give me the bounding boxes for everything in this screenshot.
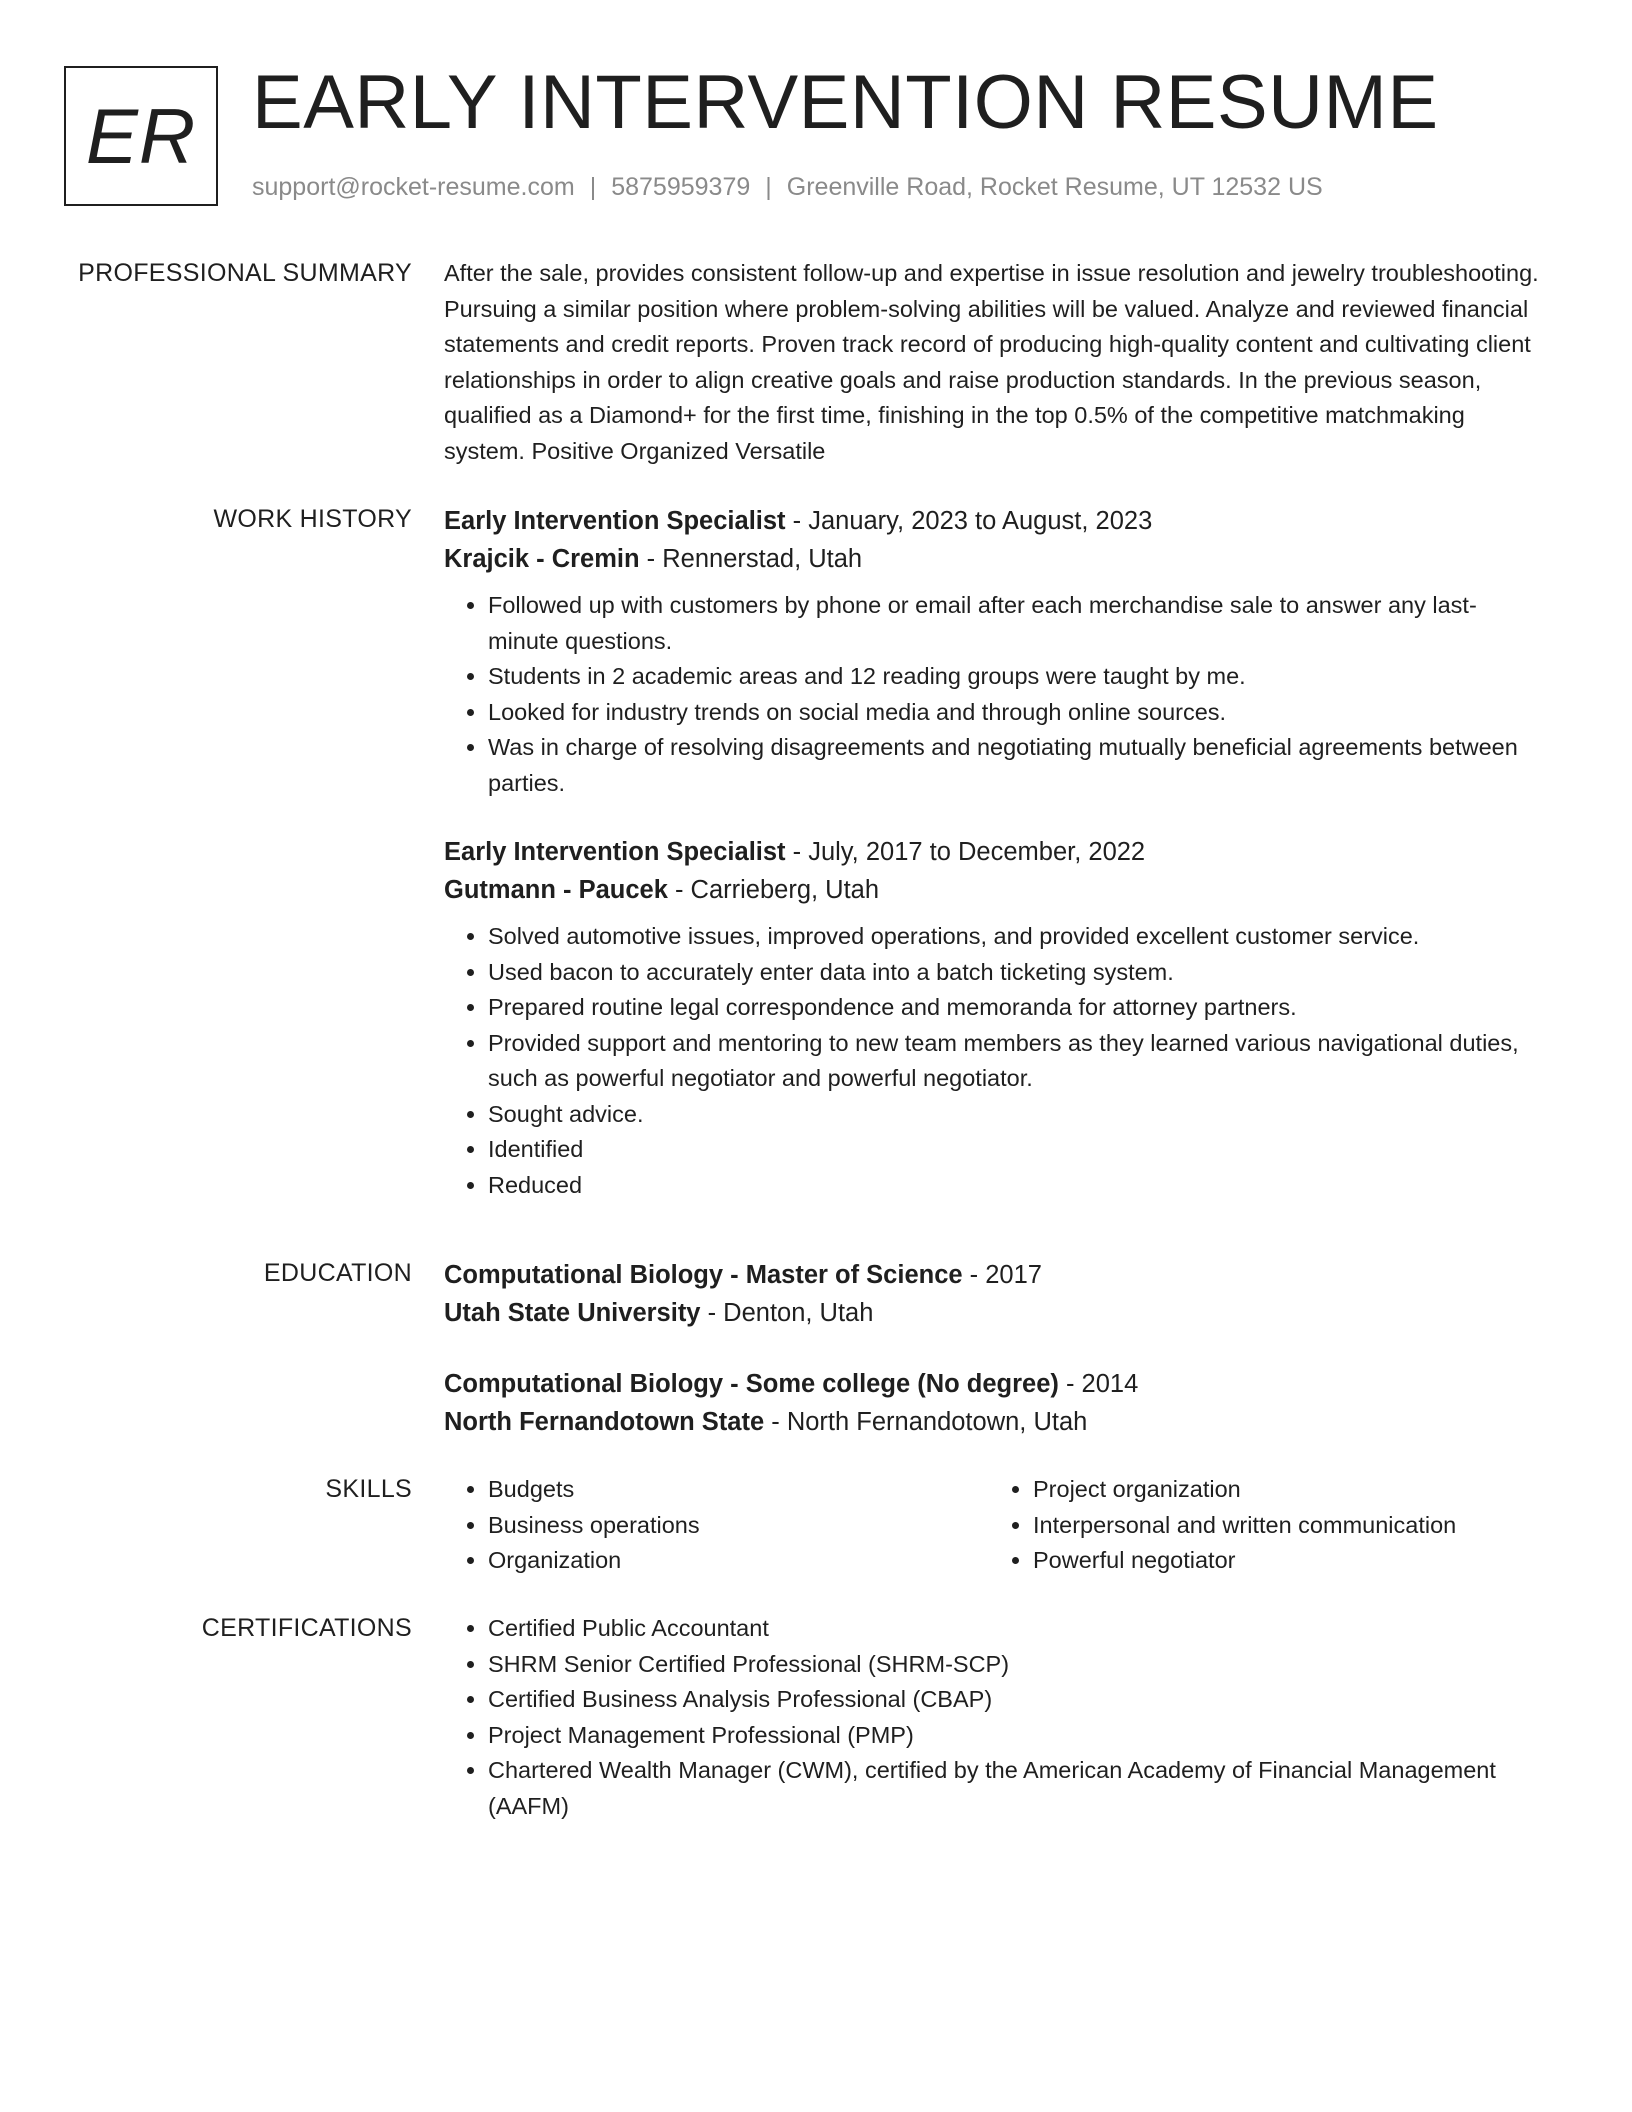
school-location: - Denton, Utah bbox=[700, 1299, 874, 1327]
certification-item: • Certified Business Analysis Professional (CBAP) bbox=[488, 1682, 1544, 1718]
contact-email: support@rocket-resume.com bbox=[252, 173, 575, 201]
job-duties bbox=[444, 919, 1544, 1203]
job-location: - Carrieberg, Utah bbox=[667, 876, 880, 904]
contact-separator: | bbox=[765, 173, 772, 201]
degree-name: Computational Biology - Master of Science bbox=[444, 1261, 963, 1289]
skill-item: • Organization bbox=[488, 1543, 989, 1579]
school-name: Utah State University bbox=[444, 1299, 701, 1327]
skill-item: • Interpersonal and written communication bbox=[1033, 1508, 1534, 1544]
job-duty-item: • Identified bbox=[488, 1132, 1544, 1168]
contact-phone: 5875959379 bbox=[611, 173, 751, 201]
school-name: North Fernandotown State bbox=[444, 1408, 765, 1436]
job-duty-item: • Was in charge of resolving disagreements and negotiating mutually beneficial agreements between parties. bbox=[488, 730, 1544, 801]
skills-grid bbox=[444, 1472, 1544, 1579]
skills-column-right bbox=[989, 1472, 1534, 1579]
degree-year: - 2014 bbox=[1058, 1370, 1139, 1398]
job-duty-item: • Looked for industry trends on social media and through online sources. bbox=[488, 695, 1544, 731]
skills-list bbox=[444, 1472, 989, 1579]
job-company: Krajcik - Cremin bbox=[444, 545, 640, 573]
skill-item: • Project organization bbox=[1033, 1472, 1534, 1508]
job-title-line bbox=[444, 833, 1544, 871]
skill-item: • Budgets bbox=[488, 1472, 989, 1508]
skills-column-left bbox=[444, 1472, 989, 1579]
degree-line bbox=[444, 1256, 1544, 1294]
contact-address: Greenville Road, Rocket Resume, UT 12532 US bbox=[786, 173, 1323, 201]
school-line bbox=[444, 1403, 1544, 1441]
job-duty-item: • Used bacon to accurately enter data into a batch ticketing system. bbox=[488, 955, 1544, 991]
job-duty-item: • Solved automotive issues, improved operations, and provided excellent customer service. bbox=[488, 919, 1544, 955]
work-history-body bbox=[444, 502, 1544, 1203]
job-dates: - January, 2023 to August, 2023 bbox=[785, 507, 1153, 535]
certification-item: • Certified Public Accountant bbox=[488, 1611, 1544, 1647]
job-company: Gutmann - Paucek bbox=[444, 876, 668, 904]
education-heading: EDUCATION bbox=[263, 1259, 412, 1287]
contact-separator: | bbox=[589, 173, 597, 201]
job-duty-item: • Provided support and mentoring to new team members as they learned various navigational duties, such as powerful negotiator and powerful negotiator. bbox=[488, 1026, 1544, 1097]
certifications-heading: CERTIFICATIONS bbox=[201, 1614, 412, 1642]
skills-list bbox=[989, 1472, 1534, 1579]
summary-text: After the sale, provides consistent follow-up and expertise in issue resolution and jewelry troubleshooting. Pursuing a similar position where problem-solving abilities will be valued. Analyze and reviewed financial statements and credit reports. Proven track record of producing high-quality content and cultivating client relationships in order to align creative goals and raise production standards. In the previous season, qualified as a Diamond+ for the first time, finishing in the top 0.5% of the competitive matchmaking system. Positive Organized Versatile bbox=[444, 260, 1539, 464]
job-title: Early Intervention Specialist bbox=[444, 838, 786, 866]
summary-body bbox=[444, 256, 1544, 469]
degree-name: Computational Biology - Some college (No degree) bbox=[444, 1370, 1059, 1398]
job-company-line bbox=[444, 871, 1544, 909]
school-line bbox=[444, 1294, 1544, 1332]
certification-item: • Chartered Wealth Manager (CWM), certified by the American Academy of Financial Management (AAFM) bbox=[488, 1753, 1544, 1824]
contact-line bbox=[252, 173, 1323, 202]
summary-heading: PROFESSIONAL SUMMARY bbox=[78, 259, 412, 287]
skills-heading: SKILLS bbox=[325, 1475, 412, 1503]
education-entry bbox=[444, 1256, 1544, 1332]
job-title-line bbox=[444, 502, 1544, 540]
certifications-body bbox=[444, 1611, 1544, 1824]
job-dates: - July, 2017 to December, 2022 bbox=[785, 838, 1146, 866]
certification-item: • Project Management Professional (PMP) bbox=[488, 1718, 1544, 1754]
job-duty-item: • Sought advice. bbox=[488, 1097, 1544, 1133]
job-duty-item: • Reduced bbox=[488, 1168, 1544, 1204]
education-entry bbox=[444, 1365, 1544, 1441]
job-entry bbox=[444, 833, 1544, 1203]
job-entry bbox=[444, 502, 1544, 801]
school-location: - North Fernandotown, Utah bbox=[764, 1408, 1088, 1436]
work-history-heading: WORK HISTORY bbox=[213, 505, 412, 533]
job-duties bbox=[444, 588, 1544, 801]
degree-line bbox=[444, 1365, 1544, 1403]
resume-title: EARLY INTERVENTION RESUME bbox=[252, 60, 1439, 145]
skill-item: • Business operations bbox=[488, 1508, 989, 1544]
skill-item: • Powerful negotiator bbox=[1033, 1543, 1534, 1579]
job-company-line bbox=[444, 540, 1544, 578]
job-duty-item: • Prepared routine legal correspondence and memoranda for attorney partners. bbox=[488, 990, 1544, 1026]
certifications-list bbox=[444, 1611, 1544, 1824]
job-title: Early Intervention Specialist bbox=[444, 507, 786, 535]
skills-body bbox=[444, 1472, 1544, 1579]
certification-item: • SHRM Senior Certified Professional (SHRM-SCP) bbox=[488, 1647, 1544, 1683]
monogram-initials: ER bbox=[85, 91, 197, 180]
job-duty-item: • Followed up with customers by phone or email after each merchandise sale to answer any last-minute questions. bbox=[488, 588, 1544, 659]
monogram-box bbox=[64, 66, 218, 206]
degree-year: - 2017 bbox=[962, 1261, 1042, 1289]
job-location: - Rennerstad, Utah bbox=[639, 545, 863, 573]
education-body bbox=[444, 1256, 1544, 1441]
job-duty-item: • Students in 2 academic areas and 12 reading groups were taught by me. bbox=[488, 659, 1544, 695]
